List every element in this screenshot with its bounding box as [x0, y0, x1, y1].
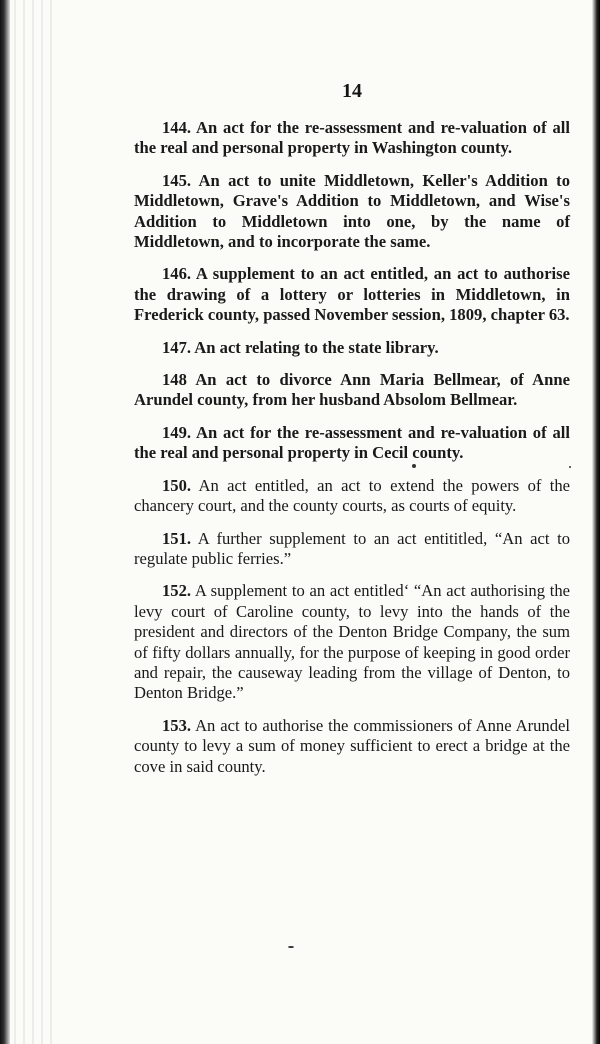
entry-number: 148: [162, 370, 187, 390]
page-number: 14: [342, 80, 362, 102]
page-edge: [592, 0, 600, 1044]
entry-number: 144.: [162, 118, 192, 137]
entry-number: 145.: [162, 170, 192, 190]
entry-text: A further supplement to an act entititled, “An act to regulate public ferries.”: [134, 528, 571, 568]
entry-text: An act entitled, an act to extend the powers of the chancery court, and the county courts, as courts of equity.: [134, 475, 571, 516]
entry-149: [134, 423, 570, 464]
ink-spot: [288, 946, 294, 948]
entry-152: [134, 581, 570, 703]
entry-text: An act to divorce Ann Maria Bellmear, of Anne Arundel county, from her husband Absolom Bellmear.: [134, 370, 570, 410]
binding-gutter: [10, 0, 54, 1044]
entry-text: A supplement to an act entitled, an act to authorise the drawing of a lottery or lotteries in Middletown, in Frederick county, passed November session, 1809, chapter 63.: [134, 264, 570, 325]
entry-text: A supplement to an act entitled‘ “An act authorising the levy court of Caroline county, to levy into the hands of the president and directors of the Denton Bridge Company, the sum of fifty dollars annually, for the purpose of keeping in good order and repair, the causeway leading from the village of Denton, to Denton Bridge.”: [134, 581, 571, 703]
entry-number: 151.: [162, 528, 192, 548]
entry-text: An act for the re-assessment and re-valuation of all the real and personal property in Washington county.: [134, 118, 570, 158]
entry-number: 149.: [162, 422, 192, 442]
entry-145: [134, 171, 570, 253]
entry-text: An act to unite Middletown, Keller's Addition to Middletown, Grave's Addition to Middletown, and Wise's Addition to Middletown into one, by the name of Middletown, and to incorporate the same.: [134, 170, 570, 252]
entry-number: 152.: [162, 581, 192, 601]
binding-edge: [0, 0, 10, 1044]
entry-144: [134, 118, 570, 159]
entries-list: [134, 118, 570, 789]
entry-146: [134, 264, 570, 325]
entry-150: [134, 476, 570, 517]
entry-151: [134, 529, 570, 570]
entry-text: An act to authorise the commissioners of Anne Arundel county to levy a sum of money sufficient to erect a bridge at the cove in said county.: [134, 715, 570, 776]
entry-text: An act for the re-assessment and re-valuation of all the real and personal property in Cecil county.: [134, 422, 570, 463]
entry-number: 153.: [162, 715, 192, 735]
entry-147: [134, 338, 570, 358]
ink-spot: [569, 466, 571, 468]
ink-spot: [412, 464, 416, 468]
entry-153: [134, 716, 570, 777]
entry-148: [134, 370, 570, 411]
entry-number: 147.: [162, 337, 192, 357]
entry-text: An act relating to the state library.: [194, 337, 439, 357]
entry-number: 146.: [162, 264, 192, 284]
entry-number: 150.: [162, 475, 192, 495]
